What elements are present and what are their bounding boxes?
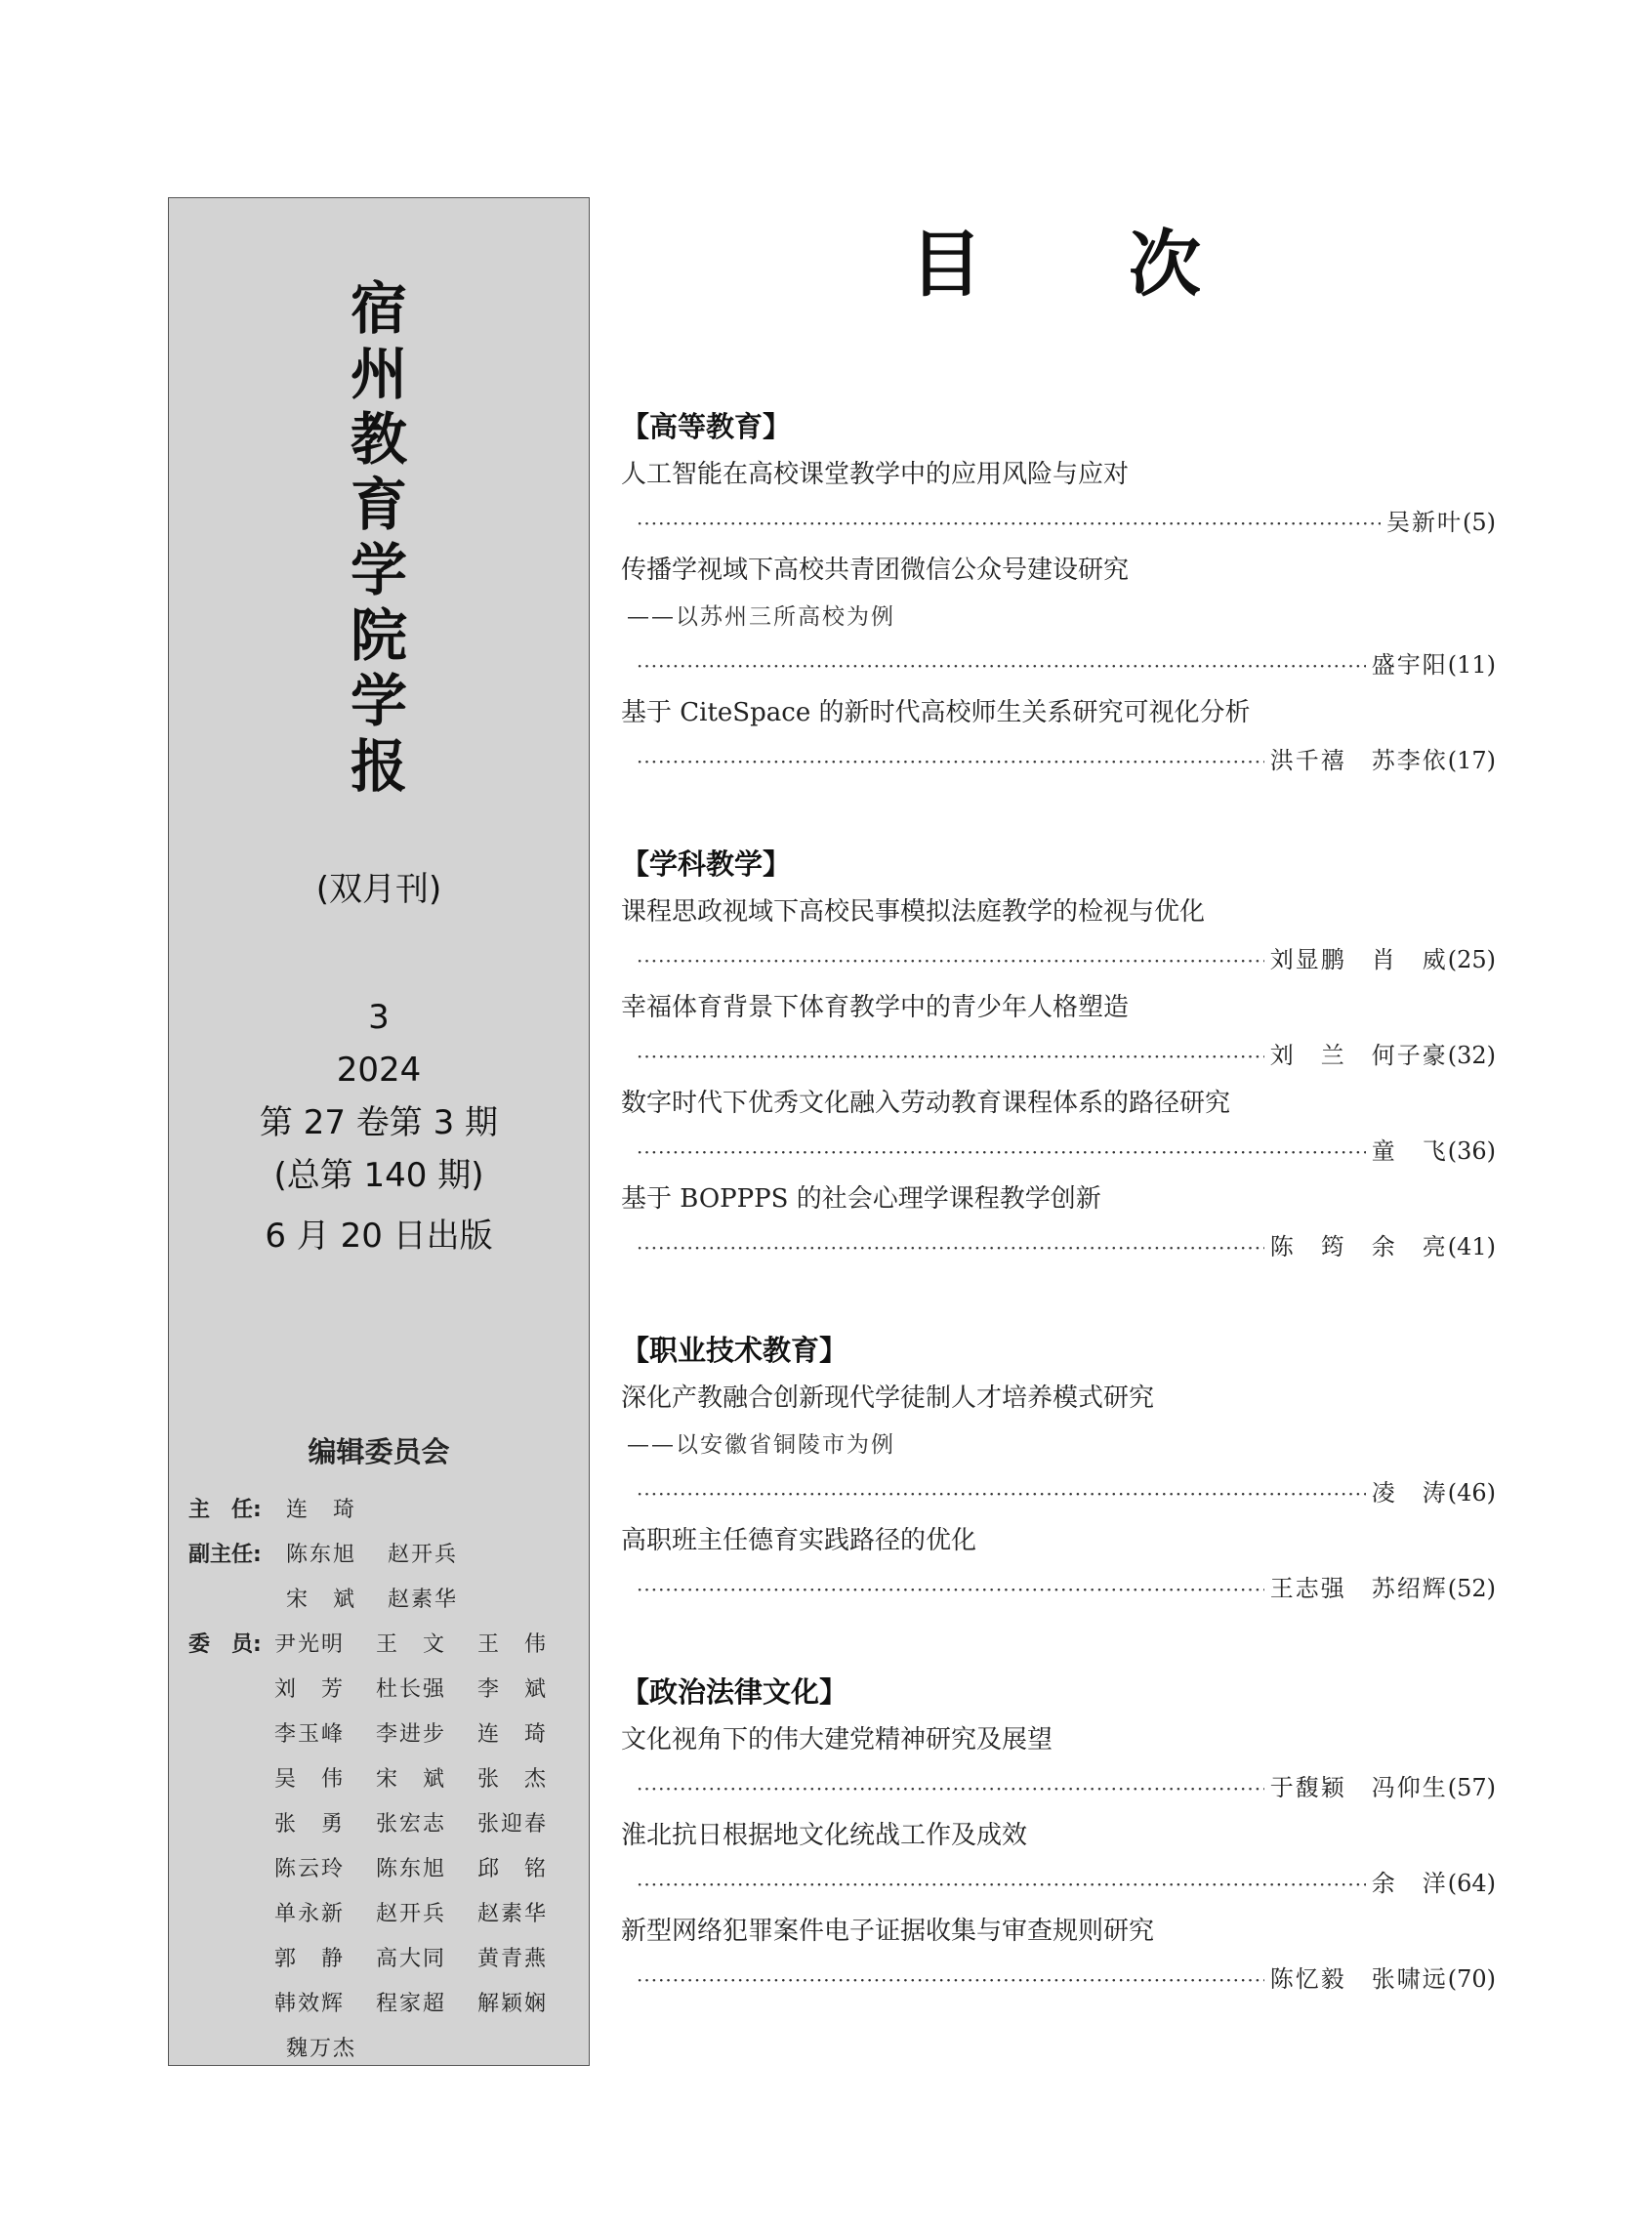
section-title: 【职业技术教育】 — [621, 1334, 848, 1367]
article-title: 课程思政视域下高校民事模拟法庭教学的检视与优化 — [621, 897, 1206, 927]
board-member-name: 宋 斌 — [376, 1766, 447, 1792]
board-member-name: 程家超 — [376, 1991, 447, 2016]
board-row — [188, 1665, 579, 1710]
board-member-name: 赵素华 — [477, 1901, 549, 1926]
article-title: 高职班主任德育实践路径的优化 — [621, 1526, 977, 1555]
board-member-name: 刘 芳 — [274, 1676, 346, 1702]
article-page: (17) — [1447, 747, 1496, 774]
article-authors: 陈忆毅 张啸远 — [1269, 1965, 1448, 1993]
dot-leader — [637, 1032, 1264, 1081]
board-role: 主 任: — [188, 1497, 262, 1522]
article-title: 人工智能在高校课堂教学中的应用风险与应对 — [621, 460, 1130, 489]
toc-section — [621, 840, 1496, 1271]
article-authors: 余 洋 — [1371, 1870, 1448, 1897]
article-authors: 吴新叶 — [1386, 509, 1463, 536]
article-title: 数字时代下优秀文化融入劳动教育课程体系的路径研究 — [621, 1089, 1231, 1118]
board-member-name: 张宏志 — [376, 1811, 447, 1837]
publication-frequency: (双月刊) — [315, 870, 442, 909]
dot-leader — [637, 1128, 1366, 1176]
article-authors: 洪千禧 苏李依 — [1269, 747, 1448, 774]
article-page: (41) — [1447, 1233, 1496, 1260]
article-authors: 童 飞 — [1371, 1137, 1448, 1165]
article-leader-line — [621, 1127, 1496, 1176]
board-member-name: 连 琦 — [477, 1721, 549, 1747]
article-page: (36) — [1447, 1137, 1496, 1165]
dot-leader — [637, 1223, 1264, 1272]
board-member-name: 单永新 — [274, 1901, 346, 1926]
issue-year: 2024 — [336, 1051, 422, 1090]
article-authors: 于馥颖 冯仰生 — [1269, 1774, 1448, 1801]
toc-section — [621, 402, 1496, 785]
board-member-name: 李玉峰 — [274, 1721, 346, 1747]
board-member-name: 韩效辉 — [274, 1991, 346, 2016]
journal-title — [169, 276, 589, 800]
board-member-name: 张 勇 — [274, 1811, 346, 1837]
journal-title-char: 院 — [350, 602, 407, 669]
article-page: (25) — [1447, 946, 1496, 973]
article-leader-line — [621, 1859, 1496, 1908]
board-row — [188, 1530, 579, 1575]
board-member-name: 陈云玲 — [274, 1856, 346, 1881]
journal-title-char: 宿 — [350, 275, 407, 342]
article-leader-line — [621, 1031, 1496, 1080]
board-role: 副主任: — [188, 1542, 262, 1567]
article-authors: 王志强 苏绍辉 — [1269, 1575, 1448, 1602]
article-authors: 盛宇阳 — [1371, 651, 1448, 679]
board-row — [188, 1754, 579, 1799]
board-row — [188, 1710, 579, 1754]
board-row — [188, 1889, 579, 1934]
board-member-name: 邱 铭 — [477, 1856, 549, 1881]
board-member-name: 魏万杰 — [286, 2036, 357, 2061]
board-member-name: 尹光明 — [274, 1631, 346, 1657]
board-member-name: 吴 伟 — [274, 1766, 346, 1792]
toc-section — [621, 1326, 1496, 1613]
board-member-name: 黄青燕 — [477, 1946, 549, 1971]
board-member-name: 陈东旭 — [376, 1856, 447, 1881]
article-leader-line — [621, 1222, 1496, 1271]
dot-leader — [637, 641, 1366, 690]
dot-leader — [637, 737, 1264, 786]
issue-number: 3 — [368, 998, 390, 1037]
issue-info — [169, 991, 589, 1262]
article-page: (70) — [1447, 1965, 1496, 1993]
article-page: (52) — [1447, 1575, 1496, 1602]
board-row — [188, 1575, 579, 1620]
journal-title-char: 学 — [350, 668, 407, 734]
issue-date: 6 月 20 日出版 — [265, 1217, 493, 1256]
article-title: 淮北抗日根据地文化统战工作及成效 — [621, 1821, 1028, 1850]
article-page: (11) — [1447, 651, 1496, 679]
dot-leader — [637, 1469, 1366, 1518]
toc-heading: 目次 — [910, 223, 1347, 307]
board-member-name: 陈东旭 — [286, 1542, 357, 1567]
article-page: (57) — [1447, 1774, 1496, 1801]
article-authors: 陈 筠 余 亮 — [1269, 1233, 1448, 1260]
article-subtitle: ——以安徽省铜陵市为例 — [627, 1432, 895, 1458]
article-leader-line — [621, 1955, 1496, 2003]
board-member-name: 赵开兵 — [376, 1901, 447, 1926]
board-member-name: 郭 静 — [274, 1946, 346, 1971]
article-title: 基于 CiteSpace 的新时代高校师生关系研究可视化分析 — [621, 698, 1251, 727]
article-leader-line — [621, 640, 1496, 689]
article-title: 深化产教融合创新现代学徒制人才培养模式研究 — [621, 1383, 1155, 1413]
board-row — [188, 1799, 579, 1844]
article-authors: 凌 涛 — [1371, 1479, 1448, 1507]
journal-title-char: 学 — [350, 537, 407, 603]
journal-title-char: 育 — [350, 472, 407, 538]
editorial-board-title: 编辑委员会 — [308, 1435, 450, 1468]
board-member-name: 杜长强 — [376, 1676, 447, 1702]
article-page: (5) — [1463, 509, 1496, 536]
article-page: (64) — [1447, 1870, 1496, 1897]
article-leader-line — [621, 498, 1496, 547]
board-row — [188, 1979, 579, 2024]
board-row — [188, 2024, 579, 2069]
article-title: 幸福体育背景下体育教学中的青少年人格塑造 — [621, 993, 1130, 1022]
journal-title-char: 州 — [350, 341, 407, 407]
board-member-name: 张 杰 — [477, 1766, 549, 1792]
article-subtitle: ——以苏州三所高校为例 — [627, 604, 895, 630]
article-title: 基于 BOPPPS 的社会心理学课程教学创新 — [621, 1184, 1101, 1214]
dot-leader — [637, 1764, 1264, 1813]
article-title: 文化视角下的伟大建党精神研究及展望 — [621, 1725, 1053, 1754]
dot-leader — [637, 936, 1264, 985]
article-page: (46) — [1447, 1479, 1496, 1507]
toc-section — [621, 1668, 1496, 2003]
board-member-name: 宋 斌 — [286, 1587, 357, 1612]
board-member-name: 解颖娴 — [477, 1991, 549, 2016]
dot-leader — [637, 1956, 1264, 2004]
board-member-name: 张迎春 — [477, 1811, 549, 1837]
dot-leader — [637, 499, 1381, 548]
dot-leader — [637, 1565, 1264, 1614]
article-leader-line — [621, 1763, 1496, 1812]
article-leader-line — [621, 1564, 1496, 1613]
board-member-name: 李 斌 — [477, 1676, 549, 1702]
journal-title-char: 报 — [350, 733, 407, 800]
board-row — [188, 1844, 579, 1889]
editorial-board-list — [188, 1485, 579, 2069]
dot-leader — [637, 1860, 1366, 1909]
article-leader-line — [621, 736, 1496, 785]
article-page: (32) — [1447, 1042, 1496, 1069]
journal-title-char: 教 — [350, 406, 407, 473]
board-member-name: 王 文 — [376, 1631, 447, 1657]
board-member-name: 李进步 — [376, 1721, 447, 1747]
article-title: 传播学视域下高校共青团微信公众号建设研究 — [621, 556, 1130, 585]
board-member-name: 高大同 — [376, 1946, 447, 1971]
article-authors: 刘 兰 何子豪 — [1269, 1042, 1448, 1069]
section-title: 【高等教育】 — [621, 410, 792, 443]
issue-total: (总第 140 期) — [273, 1156, 484, 1195]
board-member-name: 连 琦 — [286, 1497, 357, 1522]
board-member-name: 王 伟 — [477, 1631, 549, 1657]
table-of-contents — [621, 402, 1496, 2058]
section-title: 【政治法律文化】 — [621, 1675, 848, 1709]
article-title: 新型网络犯罪案件电子证据收集与审查规则研究 — [621, 1917, 1155, 1946]
article-leader-line — [621, 935, 1496, 984]
journal-sidebar — [168, 197, 590, 2066]
article-leader-line — [621, 1468, 1496, 1517]
board-role: 委 员: — [188, 1631, 262, 1657]
board-row — [188, 1485, 579, 1530]
article-authors: 刘显鹏 肖 威 — [1269, 946, 1448, 973]
board-row — [188, 1620, 579, 1665]
section-title: 【学科教学】 — [621, 847, 792, 881]
board-member-name: 赵开兵 — [388, 1542, 459, 1567]
board-row — [188, 1934, 579, 1979]
issue-volume: 第 27 卷第 3 期 — [259, 1103, 499, 1142]
board-member-name: 赵素华 — [388, 1587, 459, 1612]
